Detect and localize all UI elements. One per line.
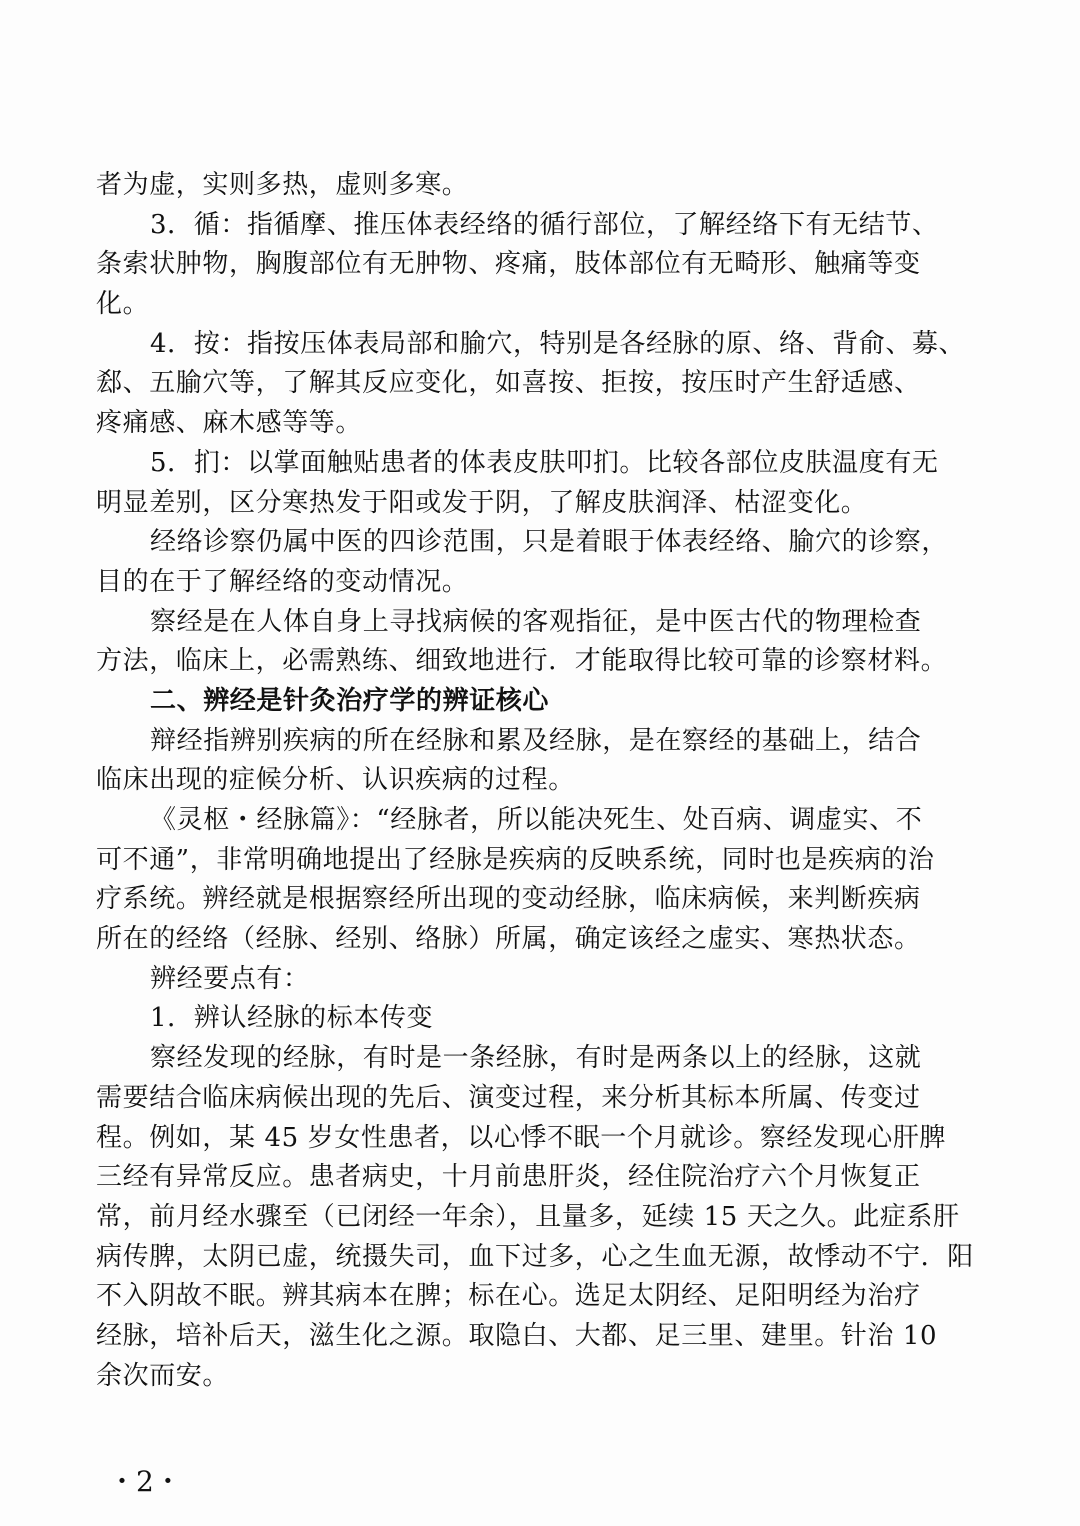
text-line: 临床出现的症候分析、认识疾病的过程。: [96, 765, 575, 796]
text-line: 病传脾，太阴已虚，统摄失司，血下过多，心之生血无源，故悸动不宁．阳: [96, 1241, 974, 1272]
text-line: 5．扪：以掌面触贴患者的体表皮肤叩扪。比较各部位皮肤温度有无: [150, 447, 939, 478]
text-line: 目的在于了解经络的变动情况。: [96, 566, 469, 597]
text-line: 明显差别，区分寒热发于阳或发于阴，了解皮肤润泽、枯涩变化。: [96, 487, 868, 518]
page-number: ・2・: [108, 1465, 182, 1498]
text-line: 不入阴故不眠。辨其病本在脾；标在心。选足太阴经、足阳明经为治疗: [96, 1281, 921, 1312]
text-line: 条索状肿物，胸腹部位有无肿物、疼痛，肢体部位有无畸形、触痛等变: [96, 249, 921, 280]
text-line: 需要结合临床病候出现的先后、演变过程，来分析其标本所属、传变过: [96, 1082, 921, 1113]
text-line: 三经有异常反应。患者病史，十月前患肝炎，经住院治疗六个月恢复正: [96, 1162, 921, 1193]
text-line: 疼痛感、麻木感等等。: [96, 408, 363, 439]
text-line: 察经是在人体自身上寻找病候的客观指征，是中医古代的物理检查: [150, 606, 922, 637]
text-line: 疗系统。辨经就是根据察经所出现的变动经脉，临床病候，来判断疾病: [96, 884, 921, 915]
text-line: 4．按：指按压体表局部和腧穴，特别是各经脉的原、络、背俞、募、: [150, 328, 966, 359]
text-line: 辩经指辨别疾病的所在经脉和累及经脉，是在察经的基础上，结合: [150, 725, 922, 756]
text-line: 所在的经络（经脉、经别、络脉）所属，确定该经之虚实、寒热状态。: [96, 924, 921, 955]
text-line: 郄、五腧穴等，了解其反应变化，如喜按、拒按，按压时产生舒适感、: [96, 368, 921, 399]
text-line: 《灵枢・经脉篇》：“经脉者，所以能决死生、处百病、调虚实、不: [150, 805, 923, 835]
text-line: 察经发现的经脉，有时是一条经脉，有时是两条以上的经脉，这就: [150, 1043, 922, 1074]
subsection-heading: 1．辨认经脉的标本传变: [150, 1003, 434, 1034]
text-line: 者为虚，实则多热，虚则多寒。: [96, 170, 469, 200]
text-line: 辨经要点有：: [150, 963, 310, 994]
text-line: 程。例如，某 45 岁女性患者，以心悸不眠一个月就诊。察经发现心肝脾: [96, 1122, 947, 1153]
text-line: 经络诊察仍属中医的四诊范围，只是着眼于体表经络、腧穴的诊察，: [150, 527, 949, 558]
text-line: 常，前月经水骤至（已闭经一年余），且量多，延续 15 天之久。此症系肝: [96, 1201, 960, 1232]
text-line: 经脉，培补后天，滋生化之源。取隐白、大都、足三里、建里。针治 10: [96, 1320, 938, 1351]
text-line: 3．循：指循摩、推压体表经络的循行部位，了解经络下有无结节、: [150, 209, 939, 240]
text-line: 余次而安。: [96, 1360, 230, 1391]
text-line: 方法，临床上，必需熟练、细致地进行．才能取得比较可靠的诊察材料。: [96, 646, 948, 677]
text-line: 可不通”，非常明确地提出了经脉是疾病的反映系统，同时也是疾病的治: [96, 844, 935, 875]
text-line: 化。: [96, 289, 150, 320]
body-text: [96, 166, 974, 1396]
section-heading: 二、辨经是针灸治疗学的辨证核心: [150, 685, 550, 716]
